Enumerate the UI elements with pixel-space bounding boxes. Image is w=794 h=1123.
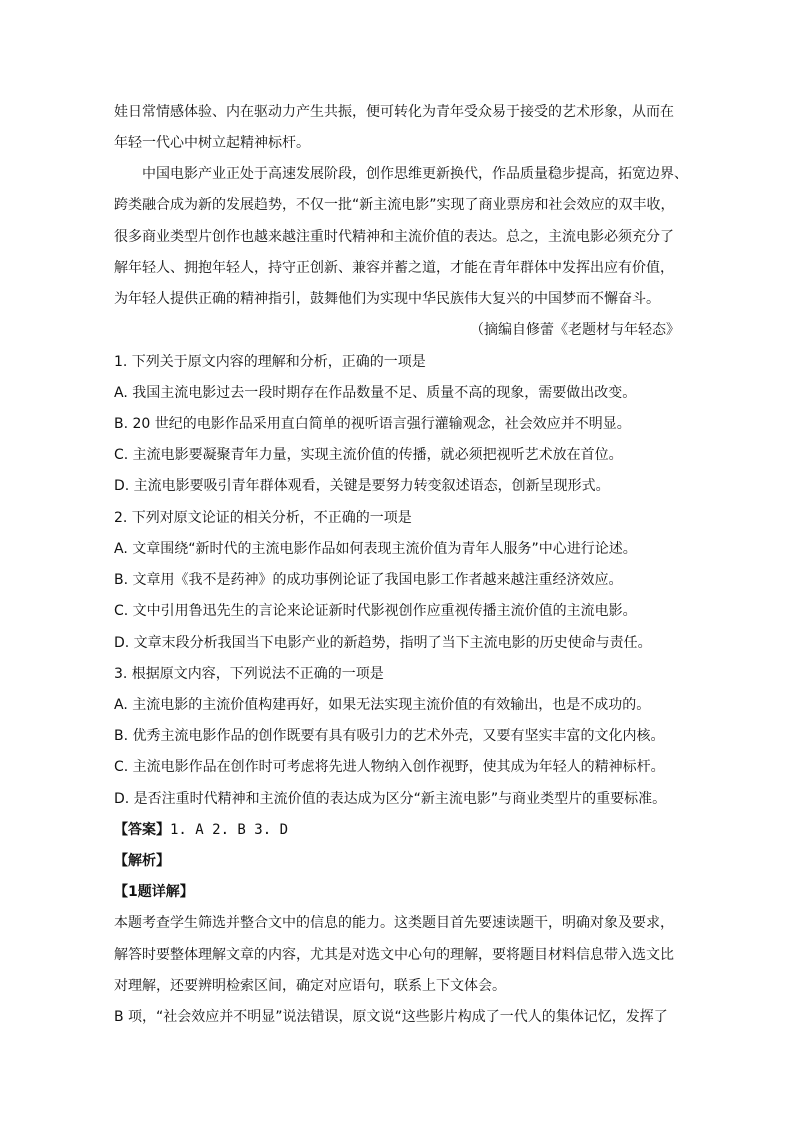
passage-line: 娃日常情感体验、内在驱动力产生共振，便可转化为青年受众易于接受的艺术形象，从而在 [114,104,674,120]
question-2-option-a: A. 文章围绕“新时代的主流电影作品如何表现主流价值为青年人服务”中心进行论述。 [114,541,637,557]
analysis-line: 本题考查学生筛选并整合文中的信息的能力。这类题目首先要速读题干，明确对象及要求， [114,915,674,931]
passage-source: （摘编自修蕾《老题材与年轻态》 [470,322,680,338]
passage-line: 解年轻人、拥抱年轻人，持守正创新、兼容并蓄之道，才能在青年群体中发挥出应有价值， [114,260,674,276]
question-2-option-b: B. 文章用《我不是药神》的成功事例论证了我国电影工作者越来越注重经济效应。 [114,572,623,588]
analysis-line: 对理解，还要辨明检索区间，确定对应语句，联系上下文体会。 [114,978,506,994]
passage-line: 跨类融合成为新的发展趋势，不仅一批“新主流电影”实现了商业票房和社会效应的双丰收， [114,197,675,213]
answer-label: 【答案】 [114,822,170,838]
question-1-stem: 1. 下列关于原文内容的理解和分析，正确的一项是 [114,354,426,370]
answer-row [114,820,288,840]
question-1-option-c: C. 主流电影要凝聚青年力量，实现主流价值的传播，就必须把视听艺术放在首位。 [114,447,623,463]
question-2-stem: 2. 下列对原文论证的相关分析，不正确的一项是 [114,510,412,526]
question-1-option-d: D. 主流电影要吸引青年群体观看，关键是要努力转变叙述语态，创新呈现形式。 [114,478,610,494]
question-1-option-a: A. 我国主流电影过去一段时期存在作品数量不足、质量不高的现象，需要做出改变。 [114,385,637,401]
question-2-option-c: C. 文中引用鲁迅先生的言论来论证新时代影视创作应重视传播主流价值的主流电影。 [114,603,637,619]
answer-value: 1. A 2. B 3. D [170,822,289,838]
question-3-option-a: A. 主流电影的主流价值构建再好，如果无法实现主流价值的有效输出，也是不成功的。 [114,697,651,713]
analysis-line: B 项，“社会效应并不明显”说法错误，原文说“这些影片构成了一代人的集体记忆，发挥了 [114,1009,668,1025]
passage-line: 中国电影产业正处于高速发展阶段，创作思维更新换代，作品质量稳步提高，拓宽边界、 [142,166,688,182]
analysis-label: 【解析】 [114,853,170,869]
passage-line: 年轻一代心中树立起精神标杆。 [114,135,310,151]
analysis-q1-label: 【1题详解】 [114,884,194,900]
question-3-stem: 3. 根据原文内容，下列说法不正确的一项是 [114,666,384,682]
passage-line: 为年轻人提供正确的精神指引，鼓舞他们为实现中华民族伟大复兴的中国梦而不懈奋斗。 [114,291,660,307]
question-3-option-b: B. 优秀主流电影作品的创作既要有具有吸引力的艺术外壳，又要有坚实丰富的文化内核。 [114,728,665,744]
question-1-option-b: B. 20 世纪的电影作品采用直白简单的视听语言强行灌输观念，社会效应并不明显。 [114,416,631,432]
question-3-option-c: C. 主流电影作品在创作时可考虑将先进人物纳入创作视野，使其成为年轻人的精神标杆。 [114,759,665,775]
analysis-line: 解答时要整体理解文章的内容，尤其是对选文中心句的理解，要将题目材料信息带入选文比 [114,947,674,963]
question-2-option-d: D. 文章末段分析我国当下电影产业的新趋势，指明了当下主流电影的历史使命与责任。 [114,635,652,651]
question-3-option-d: D. 是否注重时代精神和主流价值的表达成为区分“新主流电影”与商业类型片的重要标准。 [114,791,667,807]
passage-line: 很多商业类型片创作也越来越注重时代精神和主流价值的表达。总之，主流电影必须充分了 [114,229,674,245]
